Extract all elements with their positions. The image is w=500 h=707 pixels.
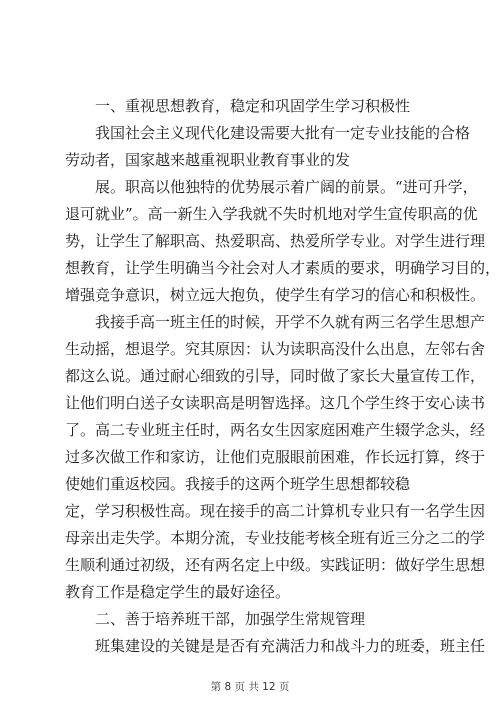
paragraph-line: 定，学习积极性高。现在接手的高二计算机专业只有一名学生因 xyxy=(65,502,486,520)
paragraph-line: 都这么说。通过耐心细致的引导，同时做了家长大量宣传工作， xyxy=(65,367,486,385)
section-heading-1: 一、重视思想教育，稳定和巩固学生学习积极性 xyxy=(65,97,411,115)
paragraph-line: 生动摇，想退学。究其原因：认为读职高没什么出息，左邻右舍 xyxy=(65,340,486,358)
paragraph-line: 我国社会主义现代化建设需要大批有一定专业技能的合格 xyxy=(65,124,471,142)
paragraph-line: 使她们重返校园。我接手的这两个班学生思想都较稳 xyxy=(65,475,411,493)
paragraph-line: 我接手高一班主任的时候，开学不久就有两三名学生思想产 xyxy=(65,313,486,331)
paragraph-line: 劳动者，国家越来越重视职业教育事业的发 xyxy=(65,151,351,169)
paragraph-line: 母亲出走失学。本期分流，专业技能考核全班有近三分之二的学 xyxy=(65,529,486,547)
page-number-footer: 第 8 页 共 12 页 xyxy=(210,681,290,693)
paragraph-line: 退可就业”。高一新生入学我就不失时机地对学生宣传职高的优 xyxy=(65,205,478,223)
paragraph-line: 教育工作是稳定学生的最好途径。 xyxy=(65,583,291,601)
paragraph-line: 势，让学生了解职高、热爱职高、热爱所学专业。对学生进行理 xyxy=(65,232,486,250)
paragraph-line: 班集建设的关键是是否有充满活力和战斗力的班委，班主任 xyxy=(65,637,486,655)
paragraph-line: 生顺利通过初级，还有两名定上中级。实践证明：做好学生思想 xyxy=(65,556,486,574)
paragraph-line: 过多次做工作和家访，让他们克服眼前困难，作长远打算，终于 xyxy=(65,448,486,466)
paragraph-line: 让他们明白送子女读职高是明智选择。这几个学生终于安心读书 xyxy=(65,394,486,412)
paragraph-line: 了。高二专业班主任时，两名女生因家庭困难产生辍学念头，经 xyxy=(65,421,486,439)
paragraph-line: 想教育，让学生明确当今社会对人才素质的要求，明确学习目的， xyxy=(65,259,500,277)
document-body xyxy=(65,93,500,660)
section-heading-2: 二、善于培养班干部，加强学生常规管理 xyxy=(65,610,366,628)
paragraph-line: 增强竞争意识，树立远大抱负，使学生有学习的信心和积极性。 xyxy=(65,286,486,304)
paragraph-line: 展。职高以他独特的优势展示着广阔的前景。“进可升学， xyxy=(65,178,478,196)
